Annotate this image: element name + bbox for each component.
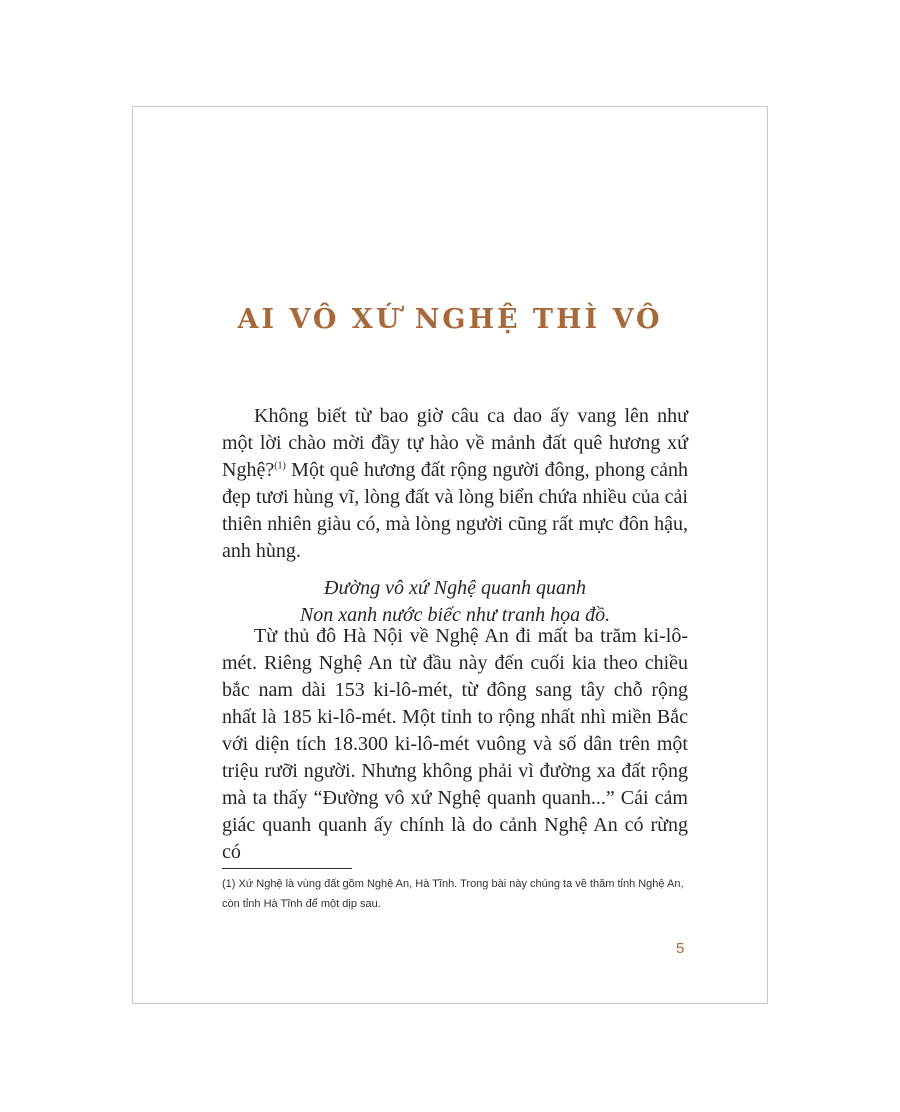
- chapter-title: AI VÔ XỨ NGHỆ THÌ VÔ: [237, 304, 663, 335]
- page-number: 5: [676, 940, 685, 957]
- paragraph-intro-text: Không biết từ bao giờ câu ca dao ấy vang lên như một lời chào mời đầy tự hào về mảnh đất quê hương xứ Nghệ?: [222, 405, 688, 481]
- paragraph-distance: Từ thủ đô Hà Nội về Nghệ An đi mất ba trăm ki-lô-mét. Riêng Nghệ An từ đầu này đến cuối kia theo chiều bắc nam dài 153 ki-lô-mét, từ đông sang tây chỗ rộng nhất là 185 ki-lô-mét. Một tỉnh to rộng nhất nhì miền Bắc với diện tích 18.300 ki-lô-mét vuông và số dân trên một triệu rưỡi người. Nhưng không phải vì đường xa đất rộng mà ta thấy “Đường vô xứ Nghệ quanh quanh...” Cái cảm giác quanh quanh ấy chính là do cảnh Nghệ An có rừng có: [222, 625, 688, 863]
- verse-line-1: Đường vô xứ Nghệ quanh quanh: [324, 577, 586, 599]
- footnote-reference: (1): [274, 460, 286, 472]
- footnote-divider: [222, 868, 352, 869]
- verse-line-2: Non xanh nước biếc như tranh họa đồ.: [299, 604, 611, 626]
- footnote-text: (1) Xứ Nghệ là vùng đất gồm Nghệ An, Hà Tĩnh. Trong bài này chúng ta về thăm tỉnh Nghệ An, còn tỉnh Hà Tĩnh để một dịp sau.: [222, 878, 684, 910]
- paragraph-intro: [222, 403, 688, 565]
- paragraph-intro-text-continued: Một quê hương đất rộng người đông, phong cảnh đẹp tươi hùng vĩ, lòng đất và lòng biển chứa nhiều của cải thiên nhiên giàu có, mà lòng người cũng rất mực đôn hậu, anh hùng.: [222, 459, 688, 562]
- verse-block: [222, 575, 688, 629]
